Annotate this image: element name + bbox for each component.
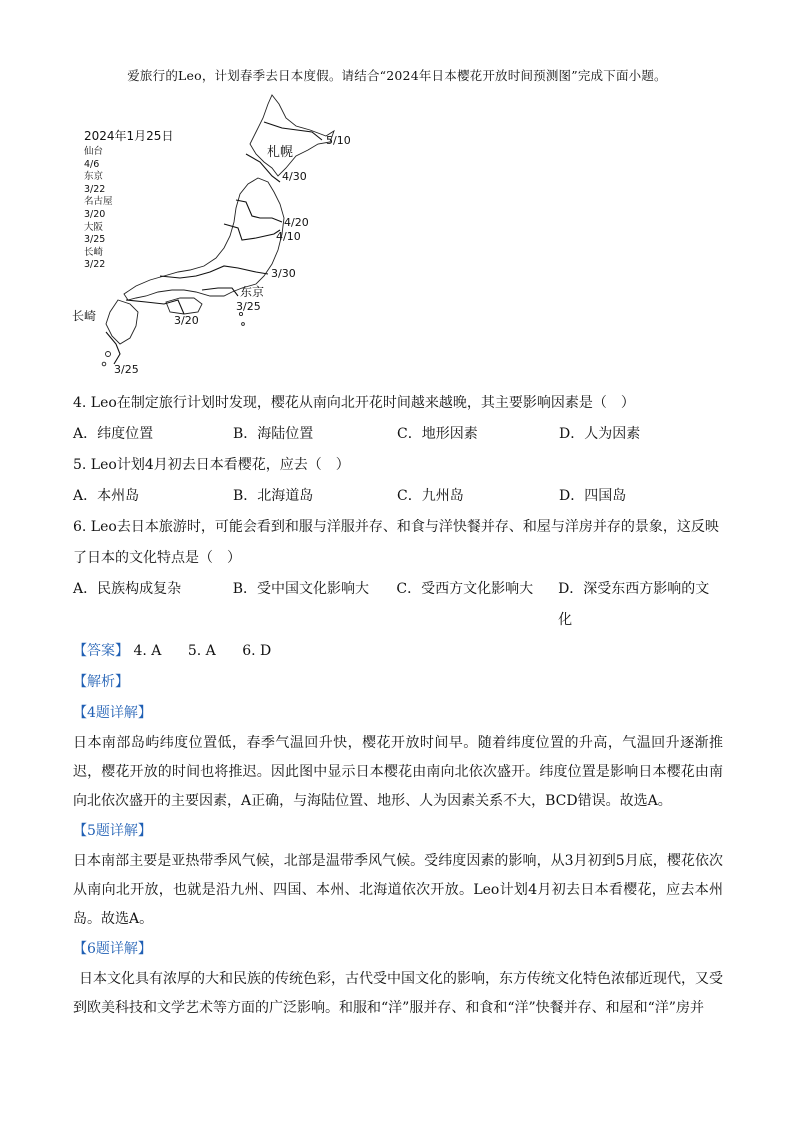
answer-line <box>73 636 723 667</box>
option-d: D．四国岛 <box>559 488 627 504</box>
option-c: C．九州岛 <box>397 488 464 504</box>
label-nagasaki: 长崎 <box>72 309 97 323</box>
answer-5: 5. A <box>187 643 216 659</box>
label-sapporo: 札幌 <box>267 145 294 160</box>
detail-4-tag: 【4题详解】 <box>73 705 152 721</box>
isoline-3-20 <box>126 300 184 314</box>
question-5-options <box>73 481 723 512</box>
legend-item: 3/25 <box>84 234 106 246</box>
question-6-options <box>73 574 723 636</box>
legend-item: 名古屋 <box>84 196 113 208</box>
option-b: B．北海道岛 <box>233 488 314 504</box>
answer-6: 6. D <box>242 643 272 659</box>
legend-date-title: 2024年1月25日 <box>84 129 174 143</box>
hokkaido-outline <box>250 95 334 176</box>
answer-tag: 【答案】 <box>73 643 129 659</box>
isoline-4-10 <box>224 224 280 240</box>
legend-item: 长崎 <box>84 246 104 258</box>
option-b: B．海陆位置 <box>233 426 314 442</box>
option-c: C．受西方文化影响大 <box>396 581 534 597</box>
question-content <box>73 388 723 1023</box>
option-d: D．深受东西方影响的文化 <box>558 581 710 628</box>
map-legend <box>84 127 173 272</box>
legend-item: 仙台 <box>84 146 104 157</box>
question-6-stem-line1: 6. Leo去日本旅游时，可能会看到和服与洋服并存、和食与洋快餐并存、和屋与洋房并存的景象，这反映 <box>73 519 719 535</box>
legend-item: 3/20 <box>84 208 106 220</box>
option-c: C．地形因素 <box>397 426 478 442</box>
detail-5-tag: 【5题详解】 <box>73 823 152 839</box>
option-a: A．本州岛 <box>73 488 140 504</box>
question-4-options <box>73 419 723 450</box>
legend-item: 3/22 <box>84 183 106 195</box>
option-b: B．受中国文化影响大 <box>232 581 369 597</box>
option-a: A．民族构成复杂 <box>73 581 182 597</box>
question-5-stem: 5. Leo计划4月初去日本看樱花，应去（ ） <box>73 457 350 473</box>
label-4-20: 4/20 <box>284 216 309 229</box>
label-tokyo: 东京 <box>240 285 265 299</box>
option-d: D．人为因素 <box>559 426 641 442</box>
label-4-10: 4/10 <box>276 230 301 243</box>
option-a: A．纬度位置 <box>73 426 154 442</box>
isoline-3-30 <box>160 266 268 278</box>
island-1 <box>106 352 111 357</box>
detail-4-text: 日本南部岛屿纬度位置低，春季气温回升快，樱花开放时间早。随着纬度位置的升高，气温回升逐渐推迟，樱花开放的时间也将推迟。因此图中显示日本樱花由南向北依次盛开。纬度位置是影响日本樱花由南向北依次盛开的主要因素，A正确，与海陆位置、地形、人为因素关系不大，BCD错误。故选A。 <box>73 735 723 809</box>
label-4-30: 4/30 <box>282 170 307 183</box>
analysis-tag: 【解析】 <box>73 674 129 690</box>
legend-item: 3/22 <box>84 259 106 271</box>
answer-4: 4. A <box>133 643 162 659</box>
island-4 <box>242 323 245 326</box>
label-3-25a: 3/25 <box>236 300 261 313</box>
question-6-stem-line2: 了日本的文化特点是（ ） <box>73 550 241 566</box>
detail-5-text: 日本南部主要是亚热带季风气候，北部是温带季风气候。受纬度因素的影响，从3月初到5月底，樱花依次从南向北开放，也就是沿九州、四国、本州、北海道依次开放。Leo计划4月初去日本看樱花，应去本州岛。故选A。 <box>73 853 723 927</box>
legend-item: 4/6 <box>84 158 100 170</box>
label-3-25b: 3/25 <box>114 363 139 376</box>
question-4-stem: 4. Leo在制定旅行计划时发现，樱花从南向北开花时间越来越晚，其主要影响因素是（ ） <box>73 395 635 411</box>
isoline-4-20 <box>236 200 282 222</box>
label-5-10: 5/10 <box>326 134 351 147</box>
intro-text: 爱旅行的Leo，计划春季去日本度假。请结合“2024年日本樱花开放时间预测图”完成下面小题。 <box>127 68 667 83</box>
island-2 <box>102 362 106 366</box>
detail-6-tag: 【6题详解】 <box>73 941 152 957</box>
label-3-30: 3/30 <box>271 267 296 280</box>
detail-6-text: 日本文化具有浓厚的大和民族的传统色彩，古代受中国文化的影响，东方传统文化特色浓郁近现代，又受到欧美科技和文学艺术等方面的广泛影响。和服和“洋”服并存、和食和“洋”快餐并存、和屋和“洋”房并 <box>73 971 723 1016</box>
legend-item: 东京 <box>84 171 104 183</box>
legend-item: 大阪 <box>84 221 104 233</box>
label-3-20: 3/20 <box>174 314 199 327</box>
shikoku-outline <box>166 298 202 314</box>
